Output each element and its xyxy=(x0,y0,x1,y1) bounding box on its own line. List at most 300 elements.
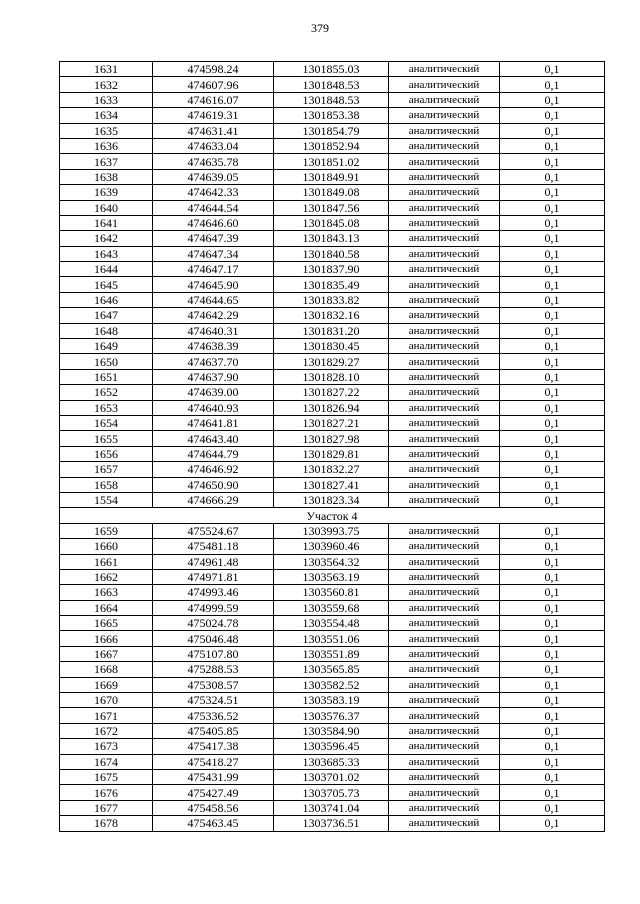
table-row xyxy=(60,539,605,554)
table-row xyxy=(60,385,605,400)
method-cell: аналитический xyxy=(389,246,500,261)
accuracy-cell: 0,1 xyxy=(500,92,605,107)
point-number-cell: 1644 xyxy=(60,262,153,277)
table-row xyxy=(60,92,605,107)
x-coordinate-cell: 474642.29 xyxy=(153,308,274,323)
point-number-cell: 1648 xyxy=(60,323,153,338)
y-coordinate-cell: 1303551.06 xyxy=(274,631,389,646)
method-cell: аналитический xyxy=(389,62,500,77)
point-number-cell: 1658 xyxy=(60,477,153,492)
method-cell: аналитический xyxy=(389,631,500,646)
point-number-cell: 1663 xyxy=(60,585,153,600)
point-number-cell: 1673 xyxy=(60,739,153,754)
table-row xyxy=(60,262,605,277)
point-number-cell: 1640 xyxy=(60,200,153,215)
table-row xyxy=(60,739,605,754)
point-number-cell: 1654 xyxy=(60,415,153,430)
accuracy-cell: 0,1 xyxy=(500,693,605,708)
table-row xyxy=(60,123,605,138)
x-coordinate-cell: 475417.38 xyxy=(153,739,274,754)
table-row xyxy=(60,800,605,815)
table-row xyxy=(60,523,605,538)
method-cell: аналитический xyxy=(389,769,500,784)
x-coordinate-cell: 474646.92 xyxy=(153,462,274,477)
point-number-cell: 1651 xyxy=(60,369,153,384)
y-coordinate-cell: 1303701.02 xyxy=(274,769,389,784)
method-cell: аналитический xyxy=(389,600,500,615)
method-cell: аналитический xyxy=(389,662,500,677)
y-coordinate-cell: 1301840.58 xyxy=(274,246,389,261)
y-coordinate-cell: 1303554.48 xyxy=(274,616,389,631)
y-coordinate-cell: 1301837.90 xyxy=(274,262,389,277)
method-cell: аналитический xyxy=(389,385,500,400)
method-cell: аналитический xyxy=(389,708,500,723)
y-coordinate-cell: 1301830.45 xyxy=(274,339,389,354)
y-coordinate-cell: 1301833.82 xyxy=(274,292,389,307)
point-number-cell: 1649 xyxy=(60,339,153,354)
x-coordinate-cell: 474646.60 xyxy=(153,215,274,230)
section-label: Участок 4 xyxy=(60,508,605,523)
x-coordinate-cell: 475024.78 xyxy=(153,616,274,631)
page-number: 379 xyxy=(311,21,329,35)
accuracy-cell: 0,1 xyxy=(500,569,605,584)
method-cell: аналитический xyxy=(389,108,500,123)
point-number-cell: 1672 xyxy=(60,723,153,738)
table-row xyxy=(60,369,605,384)
point-number-cell: 1554 xyxy=(60,492,153,507)
table-row xyxy=(60,323,605,338)
y-coordinate-cell: 1301832.16 xyxy=(274,308,389,323)
method-cell: аналитический xyxy=(389,585,500,600)
method-cell: аналитический xyxy=(389,200,500,215)
point-number-cell: 1674 xyxy=(60,754,153,769)
method-cell: аналитический xyxy=(389,292,500,307)
y-coordinate-cell: 1301823.34 xyxy=(274,492,389,507)
point-number-cell: 1653 xyxy=(60,400,153,415)
accuracy-cell: 0,1 xyxy=(500,108,605,123)
method-cell: аналитический xyxy=(389,400,500,415)
method-cell: аналитический xyxy=(389,262,500,277)
accuracy-cell: 0,1 xyxy=(500,138,605,153)
method-cell: аналитический xyxy=(389,646,500,661)
point-number-cell: 1631 xyxy=(60,62,153,77)
accuracy-cell: 0,1 xyxy=(500,415,605,430)
x-coordinate-cell: 474631.41 xyxy=(153,123,274,138)
y-coordinate-cell: 1301851.02 xyxy=(274,154,389,169)
y-coordinate-cell: 1301826.94 xyxy=(274,400,389,415)
x-coordinate-cell: 474993.46 xyxy=(153,585,274,600)
y-coordinate-cell: 1303993.75 xyxy=(274,523,389,538)
accuracy-cell: 0,1 xyxy=(500,323,605,338)
x-coordinate-cell: 474961.48 xyxy=(153,554,274,569)
table-row xyxy=(60,154,605,169)
y-coordinate-cell: 1301845.08 xyxy=(274,215,389,230)
method-cell: аналитический xyxy=(389,138,500,153)
point-number-cell: 1668 xyxy=(60,662,153,677)
point-number-cell: 1671 xyxy=(60,708,153,723)
accuracy-cell: 0,1 xyxy=(500,62,605,77)
point-number-cell: 1665 xyxy=(60,616,153,631)
y-coordinate-cell: 1303685.33 xyxy=(274,754,389,769)
method-cell: аналитический xyxy=(389,323,500,338)
method-cell: аналитический xyxy=(389,92,500,107)
point-number-cell: 1670 xyxy=(60,693,153,708)
y-coordinate-cell: 1301855.03 xyxy=(274,62,389,77)
table-row xyxy=(60,246,605,261)
table-row xyxy=(60,431,605,446)
method-cell: аналитический xyxy=(389,677,500,692)
point-number-cell: 1676 xyxy=(60,785,153,800)
method-cell: аналитический xyxy=(389,308,500,323)
x-coordinate-cell: 474638.39 xyxy=(153,339,274,354)
accuracy-cell: 0,1 xyxy=(500,123,605,138)
accuracy-cell: 0,1 xyxy=(500,523,605,538)
point-number-cell: 1647 xyxy=(60,308,153,323)
point-number-cell: 1656 xyxy=(60,446,153,461)
accuracy-cell: 0,1 xyxy=(500,169,605,184)
point-number-cell: 1650 xyxy=(60,354,153,369)
table-body-before-section xyxy=(60,62,605,508)
x-coordinate-cell: 475046.48 xyxy=(153,631,274,646)
table-row xyxy=(60,785,605,800)
table-row xyxy=(60,492,605,507)
accuracy-cell: 0,1 xyxy=(500,446,605,461)
x-coordinate-cell: 474637.90 xyxy=(153,369,274,384)
table-row xyxy=(60,231,605,246)
y-coordinate-cell: 1303736.51 xyxy=(274,816,389,831)
point-number-cell: 1660 xyxy=(60,539,153,554)
method-cell: аналитический xyxy=(389,754,500,769)
y-coordinate-cell: 1303559.68 xyxy=(274,600,389,615)
x-coordinate-cell: 474639.05 xyxy=(153,169,274,184)
y-coordinate-cell: 1303741.04 xyxy=(274,800,389,815)
table-row xyxy=(60,354,605,369)
table-row xyxy=(60,723,605,738)
point-number-cell: 1678 xyxy=(60,816,153,831)
table-row xyxy=(60,769,605,784)
x-coordinate-cell: 475324.51 xyxy=(153,693,274,708)
point-number-cell: 1664 xyxy=(60,600,153,615)
method-cell: аналитический xyxy=(389,739,500,754)
x-coordinate-cell: 475431.99 xyxy=(153,769,274,784)
coordinates-table xyxy=(59,61,605,832)
point-number-cell: 1635 xyxy=(60,123,153,138)
x-coordinate-cell: 474616.07 xyxy=(153,92,274,107)
table-body-after-section xyxy=(60,523,605,831)
point-number-cell: 1645 xyxy=(60,277,153,292)
method-cell: аналитический xyxy=(389,539,500,554)
point-number-cell: 1643 xyxy=(60,246,153,261)
point-number-cell: 1677 xyxy=(60,800,153,815)
method-cell: аналитический xyxy=(389,462,500,477)
table-row xyxy=(60,600,605,615)
table-row xyxy=(60,277,605,292)
point-number-cell: 1666 xyxy=(60,631,153,646)
accuracy-cell: 0,1 xyxy=(500,585,605,600)
y-coordinate-cell: 1303583.19 xyxy=(274,693,389,708)
x-coordinate-cell: 475427.49 xyxy=(153,785,274,800)
y-coordinate-cell: 1301827.22 xyxy=(274,385,389,400)
x-coordinate-cell: 474644.54 xyxy=(153,200,274,215)
method-cell: аналитический xyxy=(389,339,500,354)
y-coordinate-cell: 1301828.10 xyxy=(274,369,389,384)
table-row xyxy=(60,677,605,692)
accuracy-cell: 0,1 xyxy=(500,200,605,215)
x-coordinate-cell: 475458.56 xyxy=(153,800,274,815)
table-row xyxy=(60,646,605,661)
method-cell: аналитический xyxy=(389,693,500,708)
x-coordinate-cell: 475481.18 xyxy=(153,539,274,554)
table-row xyxy=(60,339,605,354)
method-cell: аналитический xyxy=(389,123,500,138)
table-row xyxy=(60,693,605,708)
method-cell: аналитический xyxy=(389,277,500,292)
y-coordinate-cell: 1303564.32 xyxy=(274,554,389,569)
x-coordinate-cell: 475524.67 xyxy=(153,523,274,538)
method-cell: аналитический xyxy=(389,77,500,92)
accuracy-cell: 0,1 xyxy=(500,215,605,230)
accuracy-cell: 0,1 xyxy=(500,246,605,261)
accuracy-cell: 0,1 xyxy=(500,231,605,246)
table-row xyxy=(60,554,605,569)
y-coordinate-cell: 1303551.89 xyxy=(274,646,389,661)
y-coordinate-cell: 1301854.79 xyxy=(274,123,389,138)
y-coordinate-cell: 1301827.21 xyxy=(274,415,389,430)
x-coordinate-cell: 475418.27 xyxy=(153,754,274,769)
point-number-cell: 1667 xyxy=(60,646,153,661)
accuracy-cell: 0,1 xyxy=(500,539,605,554)
y-coordinate-cell: 1301853.38 xyxy=(274,108,389,123)
accuracy-cell: 0,1 xyxy=(500,662,605,677)
point-number-cell: 1657 xyxy=(60,462,153,477)
point-number-cell: 1639 xyxy=(60,185,153,200)
method-cell: аналитический xyxy=(389,800,500,815)
y-coordinate-cell: 1301832.27 xyxy=(274,462,389,477)
table-row xyxy=(60,662,605,677)
method-cell: аналитический xyxy=(389,816,500,831)
x-coordinate-cell: 474640.31 xyxy=(153,323,274,338)
method-cell: аналитический xyxy=(389,154,500,169)
y-coordinate-cell: 1301831.20 xyxy=(274,323,389,338)
x-coordinate-cell: 474999.59 xyxy=(153,600,274,615)
method-cell: аналитический xyxy=(389,215,500,230)
accuracy-cell: 0,1 xyxy=(500,600,605,615)
accuracy-cell: 0,1 xyxy=(500,431,605,446)
method-cell: аналитический xyxy=(389,369,500,384)
method-cell: аналитический xyxy=(389,616,500,631)
x-coordinate-cell: 474647.34 xyxy=(153,246,274,261)
y-coordinate-cell: 1301852.94 xyxy=(274,138,389,153)
method-cell: аналитический xyxy=(389,723,500,738)
accuracy-cell: 0,1 xyxy=(500,739,605,754)
y-coordinate-cell: 1303960.46 xyxy=(274,539,389,554)
method-cell: аналитический xyxy=(389,185,500,200)
y-coordinate-cell: 1301849.91 xyxy=(274,169,389,184)
table-row xyxy=(60,169,605,184)
accuracy-cell: 0,1 xyxy=(500,723,605,738)
method-cell: аналитический xyxy=(389,554,500,569)
accuracy-cell: 0,1 xyxy=(500,369,605,384)
y-coordinate-cell: 1301847.56 xyxy=(274,200,389,215)
x-coordinate-cell: 475288.53 xyxy=(153,662,274,677)
point-number-cell: 1655 xyxy=(60,431,153,446)
accuracy-cell: 0,1 xyxy=(500,754,605,769)
table-row xyxy=(60,415,605,430)
x-coordinate-cell: 475107.80 xyxy=(153,646,274,661)
y-coordinate-cell: 1301848.53 xyxy=(274,77,389,92)
x-coordinate-cell: 475405.85 xyxy=(153,723,274,738)
accuracy-cell: 0,1 xyxy=(500,400,605,415)
y-coordinate-cell: 1301829.27 xyxy=(274,354,389,369)
table-row xyxy=(60,62,605,77)
section-header-group xyxy=(60,508,605,523)
x-coordinate-cell: 475336.52 xyxy=(153,708,274,723)
method-cell: аналитический xyxy=(389,354,500,369)
table-row xyxy=(60,631,605,646)
table-row xyxy=(60,77,605,92)
y-coordinate-cell: 1301829.81 xyxy=(274,446,389,461)
table-row xyxy=(60,754,605,769)
point-number-cell: 1669 xyxy=(60,677,153,692)
y-coordinate-cell: 1303596.45 xyxy=(274,739,389,754)
section-header-row xyxy=(60,508,605,523)
y-coordinate-cell: 1303582.52 xyxy=(274,677,389,692)
point-number-cell: 1634 xyxy=(60,108,153,123)
x-coordinate-cell: 474644.79 xyxy=(153,446,274,461)
x-coordinate-cell: 474644.65 xyxy=(153,292,274,307)
point-number-cell: 1652 xyxy=(60,385,153,400)
x-coordinate-cell: 474642.33 xyxy=(153,185,274,200)
method-cell: аналитический xyxy=(389,446,500,461)
x-coordinate-cell: 474647.39 xyxy=(153,231,274,246)
table-row xyxy=(60,308,605,323)
x-coordinate-cell: 474666.29 xyxy=(153,492,274,507)
y-coordinate-cell: 1301827.41 xyxy=(274,477,389,492)
x-coordinate-cell: 474650.90 xyxy=(153,477,274,492)
point-number-cell: 1675 xyxy=(60,769,153,784)
accuracy-cell: 0,1 xyxy=(500,308,605,323)
point-number-cell: 1638 xyxy=(60,169,153,184)
method-cell: аналитический xyxy=(389,523,500,538)
point-number-cell: 1636 xyxy=(60,138,153,153)
x-coordinate-cell: 474639.00 xyxy=(153,385,274,400)
x-coordinate-cell: 475308.57 xyxy=(153,677,274,692)
table-row xyxy=(60,400,605,415)
x-coordinate-cell: 474633.04 xyxy=(153,138,274,153)
point-number-cell: 1642 xyxy=(60,231,153,246)
table-row xyxy=(60,215,605,230)
accuracy-cell: 0,1 xyxy=(500,339,605,354)
accuracy-cell: 0,1 xyxy=(500,677,605,692)
table-row xyxy=(60,569,605,584)
x-coordinate-cell: 474647.17 xyxy=(153,262,274,277)
table-row xyxy=(60,462,605,477)
point-number-cell: 1633 xyxy=(60,92,153,107)
method-cell: аналитический xyxy=(389,231,500,246)
table-row xyxy=(60,585,605,600)
accuracy-cell: 0,1 xyxy=(500,816,605,831)
accuracy-cell: 0,1 xyxy=(500,492,605,507)
point-number-cell: 1662 xyxy=(60,569,153,584)
method-cell: аналитический xyxy=(389,492,500,507)
method-cell: аналитический xyxy=(389,415,500,430)
x-coordinate-cell: 474645.90 xyxy=(153,277,274,292)
x-coordinate-cell: 475463.45 xyxy=(153,816,274,831)
y-coordinate-cell: 1301843.13 xyxy=(274,231,389,246)
table-row xyxy=(60,616,605,631)
table-row xyxy=(60,708,605,723)
accuracy-cell: 0,1 xyxy=(500,785,605,800)
x-coordinate-cell: 474641.81 xyxy=(153,415,274,430)
accuracy-cell: 0,1 xyxy=(500,262,605,277)
point-number-cell: 1646 xyxy=(60,292,153,307)
method-cell: аналитический xyxy=(389,569,500,584)
table-row xyxy=(60,292,605,307)
table-row xyxy=(60,200,605,215)
y-coordinate-cell: 1303565.85 xyxy=(274,662,389,677)
accuracy-cell: 0,1 xyxy=(500,354,605,369)
table-row xyxy=(60,477,605,492)
x-coordinate-cell: 474607.96 xyxy=(153,77,274,92)
accuracy-cell: 0,1 xyxy=(500,77,605,92)
accuracy-cell: 0,1 xyxy=(500,462,605,477)
y-coordinate-cell: 1301827.98 xyxy=(274,431,389,446)
accuracy-cell: 0,1 xyxy=(500,769,605,784)
accuracy-cell: 0,1 xyxy=(500,154,605,169)
method-cell: аналитический xyxy=(389,169,500,184)
table-row xyxy=(60,185,605,200)
y-coordinate-cell: 1303576.37 xyxy=(274,708,389,723)
point-number-cell: 1637 xyxy=(60,154,153,169)
point-number-cell: 1661 xyxy=(60,554,153,569)
x-coordinate-cell: 474637.70 xyxy=(153,354,274,369)
point-number-cell: 1641 xyxy=(60,215,153,230)
point-number-cell: 1632 xyxy=(60,77,153,92)
y-coordinate-cell: 1303705.73 xyxy=(274,785,389,800)
accuracy-cell: 0,1 xyxy=(500,708,605,723)
method-cell: аналитический xyxy=(389,431,500,446)
y-coordinate-cell: 1301849.08 xyxy=(274,185,389,200)
y-coordinate-cell: 1301835.49 xyxy=(274,277,389,292)
accuracy-cell: 0,1 xyxy=(500,277,605,292)
table-row xyxy=(60,816,605,831)
x-coordinate-cell: 474971.81 xyxy=(153,569,274,584)
x-coordinate-cell: 474635.78 xyxy=(153,154,274,169)
point-number-cell: 1659 xyxy=(60,523,153,538)
x-coordinate-cell: 474640.93 xyxy=(153,400,274,415)
accuracy-cell: 0,1 xyxy=(500,292,605,307)
table-row xyxy=(60,108,605,123)
x-coordinate-cell: 474619.31 xyxy=(153,108,274,123)
method-cell: аналитический xyxy=(389,785,500,800)
accuracy-cell: 0,1 xyxy=(500,477,605,492)
accuracy-cell: 0,1 xyxy=(500,631,605,646)
y-coordinate-cell: 1303584.90 xyxy=(274,723,389,738)
accuracy-cell: 0,1 xyxy=(500,646,605,661)
accuracy-cell: 0,1 xyxy=(500,385,605,400)
y-coordinate-cell: 1303563.19 xyxy=(274,569,389,584)
accuracy-cell: 0,1 xyxy=(500,185,605,200)
accuracy-cell: 0,1 xyxy=(500,800,605,815)
y-coordinate-cell: 1303560.81 xyxy=(274,585,389,600)
method-cell: аналитический xyxy=(389,477,500,492)
x-coordinate-cell: 474643.40 xyxy=(153,431,274,446)
accuracy-cell: 0,1 xyxy=(500,554,605,569)
table-row xyxy=(60,138,605,153)
y-coordinate-cell: 1301848.53 xyxy=(274,92,389,107)
x-coordinate-cell: 474598.24 xyxy=(153,62,274,77)
table-row xyxy=(60,446,605,461)
